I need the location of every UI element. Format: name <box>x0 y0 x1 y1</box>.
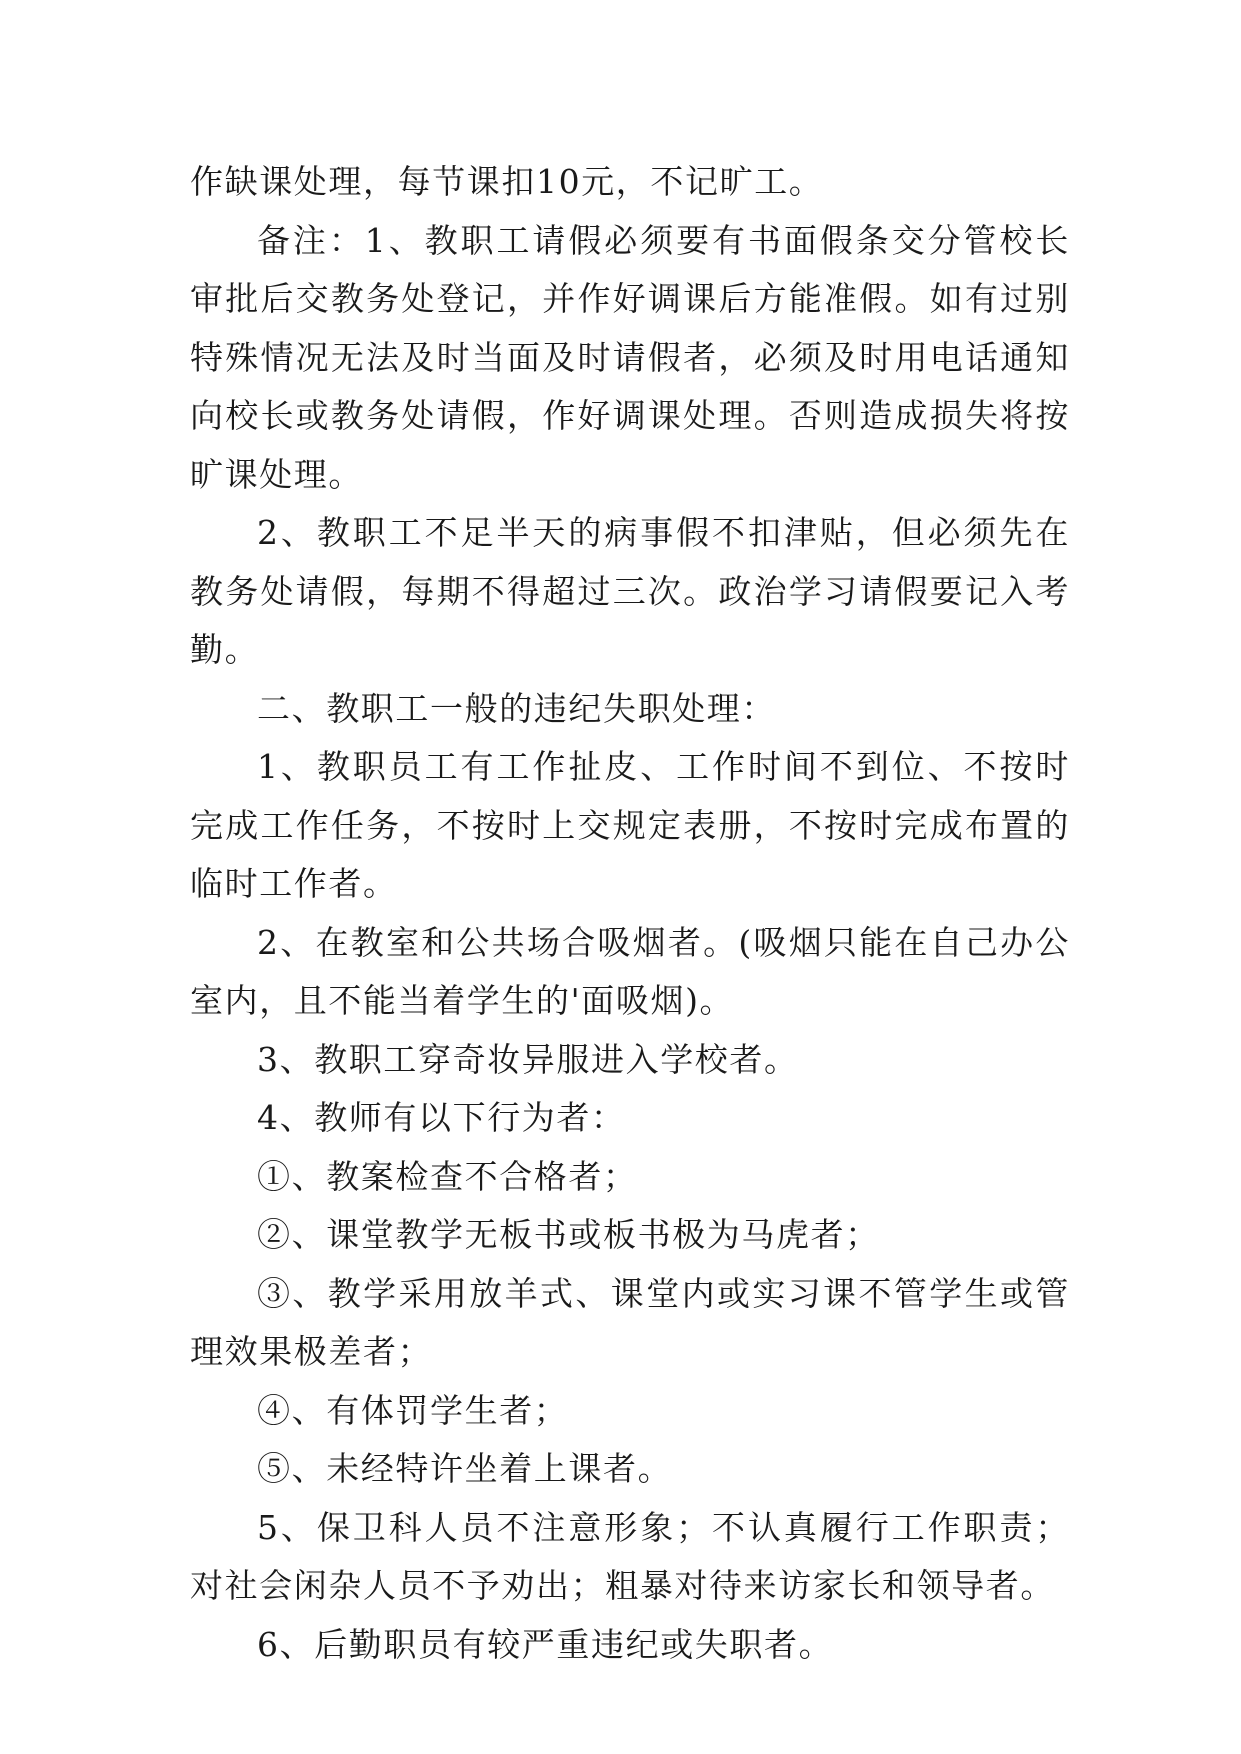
list-item: ③、教学采用放羊式、课堂内或实习课不管学生或管理效果极差者； <box>190 1273 1070 1371</box>
paragraph: 备注：1、教职工请假必须要有书面假条交分管校长审批后交教务处登记，并作好调课后方能准假。如有过别特殊情况无法及时当面及时请假者，必须及时用电话通知向校长或教务处请假，作好调课处理。否则造成损失将按旷课处理。 <box>190 220 1070 494</box>
paragraph: 5、保卫科人员不注意形象；不认真履行工作职责；对社会闲杂人员不予劝出；粗暴对待来访家长和领导者。 <box>190 1507 1070 1605</box>
paragraph: 6、后勤职员有较严重违纪或失职者。 <box>257 1624 834 1664</box>
list-item: ①、教案检查不合格者； <box>257 1156 638 1196</box>
list-item: ⑤、未经特许坐着上课者。 <box>257 1449 673 1488</box>
section-heading: 二、教职工一般的违纪失职处理： <box>257 688 776 728</box>
paragraph: 2、教职工不足半天的病事假不扣津贴，但必须先在教务处请假，每期不得超过三次。政治学习请假要记入考勤。 <box>190 513 1070 669</box>
paragraph: 4、教师有以下行为者： <box>257 1098 626 1137</box>
list-item: ④、有体罚学生者； <box>257 1390 569 1430</box>
paragraph: 2、在教室和公共场合吸烟者。(吸烟只能在自己办公室内，且不能当着学生的'面吸烟)。 <box>190 922 1070 1020</box>
list-item: ②、课堂教学无板书或板书极为马虎者； <box>257 1215 880 1254</box>
paragraph: 3、教职工穿奇妆异服进入学校者。 <box>257 1039 799 1079</box>
document-body <box>190 153 1070 1674</box>
paragraph: 作缺课处理，每节课扣10元，不记旷工。 <box>190 162 824 201</box>
paragraph: 1、教职员工有工作扯皮、工作时间不到位、不按时完成工作任务，不按时上交规定表册，不按时完成布置的临时工作者。 <box>190 747 1070 903</box>
